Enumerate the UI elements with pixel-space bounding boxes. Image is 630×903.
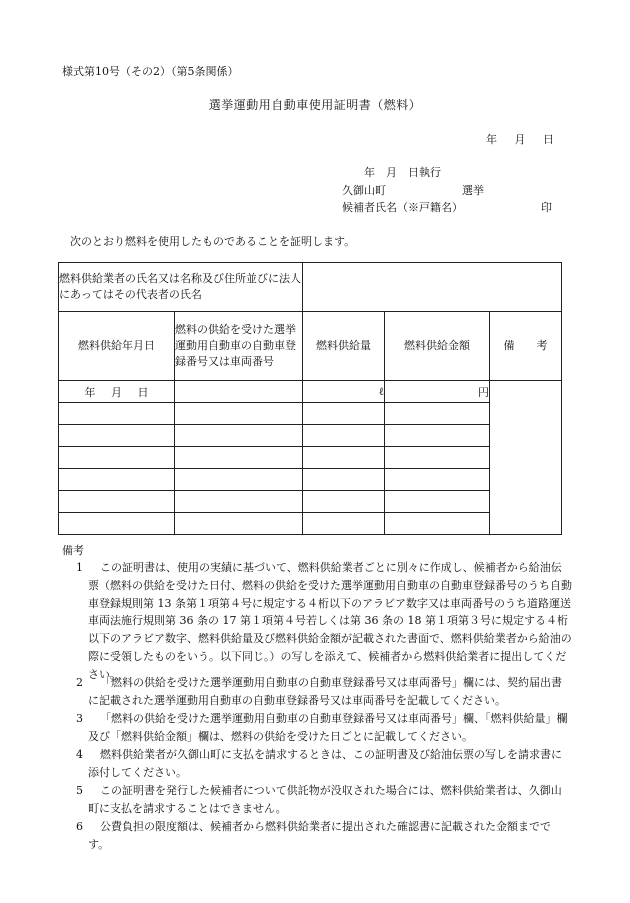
table-row	[59, 403, 562, 425]
note-text: 「燃料の供給を受けた選挙運動用自動車の自動車登録番号又は車両番号」欄には、契約届出書に記載された選挙運動用自動車の自動車登録番号又は車両番号を記載してください。	[88, 676, 562, 707]
vehicle-number-cell[interactable]	[175, 381, 303, 403]
certification-text: 次のとおり燃料を使用したものであることを証明します。	[70, 235, 356, 248]
fuel-amount-cell[interactable]	[385, 425, 490, 447]
note-item	[62, 818, 572, 854]
note-text: この証明書は、使用の実績に基づいて、燃料供給業者ごとに別々に作成し、候補者から給油伝票（燃料の供給を受けた日付、燃料の供給を受けた選挙運動用自動車の自動車登録番号のうち自動車登録規則第 13 条第１項第４号に規定する４桁以下のアラビア数字又は車両番号のうち道路運送車両法施行規則第 36 条の 17 第１項第４号若しくは第 36 条の 18 第１項第３号に規定する４桁以下のアラビア数字、燃料供給量及び燃料供給金額が記載された書面で、燃料供給業者から給油の際に受領したものをいう。以下同じ。）の写しを添えて、候補者から燃料供給業者に提出してください。	[88, 561, 572, 681]
vehicle-number-cell[interactable]	[175, 447, 303, 469]
vehicle-number-cell[interactable]	[175, 513, 303, 535]
header-supply-date: 燃料供給年月日	[59, 312, 175, 381]
table-row	[59, 447, 562, 469]
fuel-amount-cell[interactable]	[385, 513, 490, 535]
supplier-label-cell: 燃料供給業者の氏名又は名称及び住所並びに法人にあってはその代表者の氏名	[59, 263, 303, 312]
notes-label: 備考	[62, 544, 84, 557]
note-number: 2	[76, 676, 83, 689]
header-fuel-quantity: 燃料供給量	[303, 312, 385, 381]
fuel-quantity-cell[interactable]	[303, 403, 385, 425]
town-name: 久御山町	[342, 184, 386, 197]
vehicle-number-cell[interactable]	[175, 403, 303, 425]
vehicle-number-cell[interactable]	[175, 491, 303, 513]
table-row	[59, 381, 562, 403]
table-row	[59, 491, 562, 513]
candidate-name-label: 候補者氏名（※戸籍名）	[342, 201, 463, 214]
supplier-value-cell[interactable]	[303, 263, 562, 312]
document-title: 選挙運動用自動車使用証明書（燃料）	[208, 98, 422, 112]
note-text: 公費負担の限度額は、候補者から燃料供給業者に提出された確認書に記載された金額までです。	[88, 820, 551, 851]
seal-mark: 印	[541, 201, 552, 214]
supply-date-cell[interactable]	[59, 403, 175, 425]
note-item	[62, 782, 572, 818]
table-row	[59, 425, 562, 447]
fuel-quantity-cell[interactable]	[303, 513, 385, 535]
supply-date-cell[interactable]	[59, 447, 175, 469]
header-fuel-amount: 燃料供給金額	[385, 312, 490, 381]
note-item	[62, 710, 572, 746]
note-number: 5	[76, 784, 83, 797]
fuel-amount-cell[interactable]	[385, 491, 490, 513]
election-label: 選挙	[462, 184, 484, 197]
fuel-usage-table	[58, 262, 562, 535]
table-row	[59, 469, 562, 491]
supply-date-cell[interactable]	[59, 491, 175, 513]
note-number: 3	[76, 712, 83, 725]
election-execution-date: 年 月 日執行	[364, 166, 441, 179]
note-item	[62, 746, 572, 782]
supply-date-cell[interactable]	[59, 513, 175, 535]
note-item	[62, 674, 572, 710]
fuel-quantity-cell[interactable]	[303, 425, 385, 447]
vehicle-number-cell[interactable]	[175, 425, 303, 447]
note-text: 「燃料の供給を受けた選挙運動用自動車の自動車登録番号又は車両番号」欄、「燃料供給量」欄及び「燃料供給金額」欄は、燃料の供給を受けた日ごとに記載してください。	[88, 712, 568, 743]
note-text: 燃料供給業者が久御山町に支払を請求するときは、この証明書及び給油伝票の写しを請求書に添付してください。	[88, 748, 562, 779]
fuel-amount-cell[interactable]	[385, 447, 490, 469]
note-text: この証明書を発行した候補者について供託物が没収された場合には、燃料供給業者は、久御山町に支払を請求することはできません。	[88, 784, 562, 815]
note-number: 4	[76, 748, 83, 761]
fuel-amount-cell[interactable]: 円	[385, 381, 490, 403]
supply-date-cell[interactable]: 年 月 日	[59, 381, 175, 403]
note-number: 6	[76, 820, 83, 833]
form-number: 様式第10号（その2）（第5条関係）	[62, 65, 239, 78]
fuel-quantity-cell[interactable]	[303, 491, 385, 513]
vehicle-number-cell[interactable]	[175, 469, 303, 491]
fuel-amount-cell[interactable]	[385, 403, 490, 425]
note-number: 1	[76, 561, 83, 574]
supply-date-cell[interactable]	[59, 469, 175, 491]
note-item	[62, 559, 572, 684]
header-remarks: 備 考	[490, 312, 562, 381]
header-vehicle-number: 燃料の供給を受けた選挙運動用自動車の自動車登録番号又は車両番号	[175, 312, 303, 381]
fuel-amount-cell[interactable]	[385, 469, 490, 491]
fuel-quantity-cell[interactable]	[303, 469, 385, 491]
fuel-quantity-cell[interactable]	[303, 447, 385, 469]
issue-date: 年 月 日	[486, 133, 554, 146]
table-row	[59, 513, 562, 535]
supply-date-cell[interactable]	[59, 425, 175, 447]
fuel-quantity-cell[interactable]: ℓ	[303, 381, 385, 403]
remarks-cell[interactable]	[490, 381, 562, 535]
